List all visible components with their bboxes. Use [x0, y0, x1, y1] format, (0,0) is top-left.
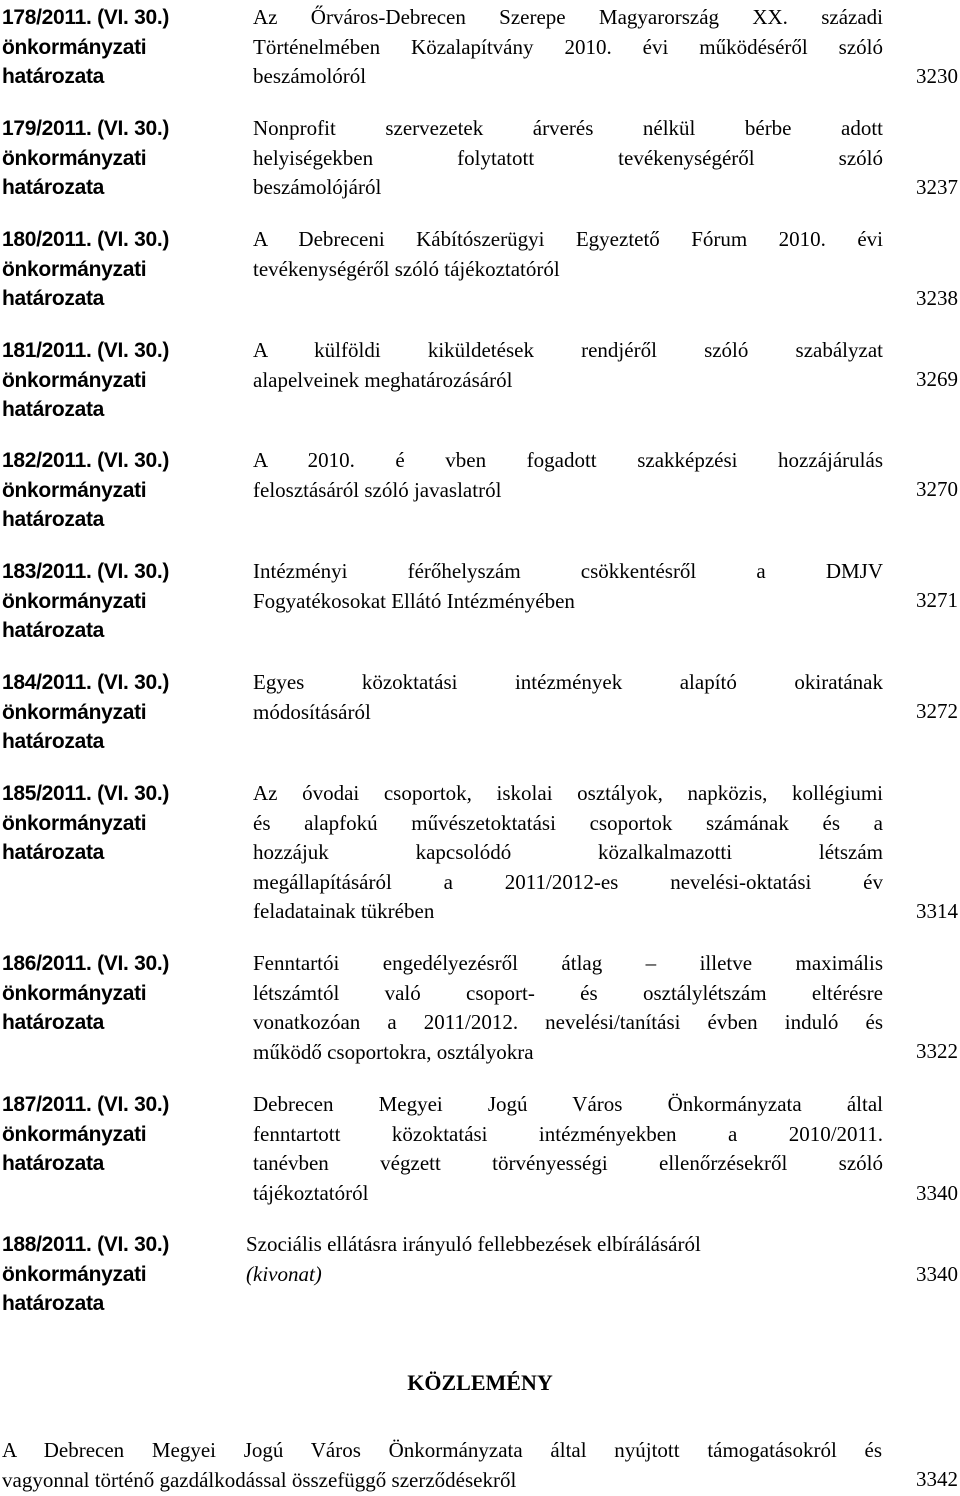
title-line: beszámolóról [253, 64, 367, 88]
resolution-number: 180/2011. (VI. 30.) [2, 228, 170, 251]
title-line: Intézményi férőhelyszám csökkentésről a DMJV [253, 559, 883, 583]
resolution-label: határozata [2, 398, 105, 421]
resolution-type: önkormányzati [2, 146, 147, 170]
notice-line: vagyonnal történő gazdálkodással összefüggő szerződésekről [2, 1467, 517, 1492]
resolution-number: 187/2011. (VI. 30.) [2, 1093, 170, 1116]
resolution-title [253, 779, 883, 927]
resolution-label: határozata [2, 1292, 105, 1315]
page-number: 3237 [916, 175, 958, 199]
resolution-type: önkormányzati [2, 1122, 147, 1146]
resolution-title [253, 225, 883, 284]
title-line: Szociális ellátásra irányuló fellebbezések elbírálásáról [246, 1232, 701, 1256]
resolution-title [253, 3, 883, 92]
excerpt-note: (kivonat) [246, 1261, 322, 1286]
resolution-title [253, 949, 883, 1067]
resolution-number: 188/2011. (VI. 30.) [2, 1233, 170, 1256]
page-number: 3314 [916, 899, 958, 923]
resolution-label: határozata [2, 1152, 105, 1175]
page-number: 3230 [916, 64, 958, 88]
notice-line: A Debrecen Megyei Jogú Város Önkormányzata által nyújtott támogatásokról és [2, 1438, 882, 1462]
page-number: 3340 [916, 1262, 958, 1286]
title-line: A külföldi kiküldetések rendjéről szóló szabályzat [253, 338, 883, 362]
title-line: működő csoportokra, osztályokra [253, 1039, 534, 1064]
resolution-number: 184/2011. (VI. 30.) [2, 671, 170, 694]
title-line: fenntartott közoktatási intézményekben a 2010/2011. [253, 1121, 883, 1146]
title-line: Fenntartói engedélyezésről átlag – illetve maximális [253, 951, 883, 975]
resolution-type: önkormányzati [2, 257, 147, 281]
resolution-type: önkormányzati [2, 589, 147, 613]
resolution-type: önkormányzati [2, 35, 147, 59]
title-line: Egyes közoktatási intézmények alapító okiratának [253, 670, 883, 694]
resolution-reference [2, 668, 217, 757]
resolution-label: határozata [2, 65, 105, 88]
title-line: tájékoztatóról [253, 1180, 369, 1205]
title-line: módosításáról [253, 699, 371, 724]
page-number: 3272 [916, 699, 958, 723]
title-line: feladatainak tükrében [253, 899, 435, 923]
page-number: 3340 [916, 1181, 958, 1205]
resolution-number: 183/2011. (VI. 30.) [2, 560, 170, 583]
resolution-number: 182/2011. (VI. 30.) [2, 449, 170, 472]
resolution-reference [2, 949, 217, 1038]
resolution-title [253, 668, 883, 727]
resolution-reference [2, 225, 217, 314]
title-line: Az Őrváros-Debrecen Szerepe Magyarország XX. századi [253, 5, 883, 29]
resolution-title [246, 1230, 883, 1289]
resolution-number: 178/2011. (VI. 30.) [2, 6, 170, 29]
title-line: Nonprofit szervezetek árverés nélkül bérbe adott [253, 116, 883, 140]
resolution-reference [2, 779, 217, 868]
resolution-title [253, 446, 883, 505]
resolution-label: határozata [2, 176, 105, 199]
title-line: tanévben végzett törvényességi ellenőrzésekről szóló [253, 1151, 883, 1175]
resolution-number: 179/2011. (VI. 30.) [2, 117, 170, 140]
resolution-reference [2, 3, 217, 92]
resolution-reference [2, 1230, 217, 1319]
page-number: 3270 [916, 477, 958, 501]
page-number: 3238 [916, 286, 958, 310]
resolution-label: határozata [2, 841, 105, 864]
title-line: Debrecen Megyei Jogú Város Önkormányzata által [253, 1092, 883, 1116]
resolution-label: határozata [2, 730, 105, 753]
title-line: vonatkozóan a 2011/2012. nevelési/tanítási évben induló és [253, 1010, 883, 1034]
page-number: 3271 [916, 588, 958, 612]
resolution-reference [2, 336, 217, 425]
notice-title [2, 1436, 882, 1495]
resolution-type: önkormányzati [2, 368, 147, 392]
resolution-title [253, 336, 883, 395]
resolution-number: 186/2011. (VI. 30.) [2, 952, 170, 975]
title-line: beszámolójáról [253, 175, 382, 199]
resolution-type: önkormányzati [2, 1262, 147, 1286]
resolution-reference [2, 1090, 217, 1179]
resolution-label: határozata [2, 1011, 105, 1034]
page-number: 3342 [916, 1467, 958, 1491]
title-line: Az óvodai csoportok, iskolai osztályok, napközis, kollégiumi [253, 781, 883, 805]
resolution-reference [2, 446, 217, 535]
section-title: KÖZLEMÉNY [407, 1370, 553, 1395]
resolution-type: önkormányzati [2, 700, 147, 724]
title-line: és alapfokú művészetoktatási csoportok számának és a [253, 810, 883, 835]
resolution-title [253, 557, 883, 616]
page-number: 3269 [916, 367, 958, 391]
resolution-label: határozata [2, 508, 105, 531]
title-line: alapelveinek meghatározásáról [253, 367, 513, 392]
title-line: létszámtól való csoport- és osztálylétszám eltérésre [253, 980, 883, 1005]
resolution-number: 181/2011. (VI. 30.) [2, 339, 170, 362]
resolution-title [253, 114, 883, 203]
resolution-title [253, 1090, 883, 1208]
title-line: hozzájuk kapcsolódó közalkalmazotti létszám [253, 840, 883, 864]
resolution-label: határozata [2, 287, 105, 310]
resolution-type: önkormányzati [2, 811, 147, 835]
title-line: tevékenységéről szóló tájékoztatóról [253, 256, 560, 281]
title-line: Fogyatékosokat Ellátó Intézményében [253, 588, 575, 613]
title-line: helyiségekben folytatott tevékenységéről szóló [253, 145, 883, 170]
title-line: megállapításáról a 2011/2012-es nevelési-oktatási év [253, 869, 883, 894]
resolution-type: önkormányzati [2, 981, 147, 1005]
title-line: A Debreceni Kábítószerügyi Egyeztető Fórum 2010. évi [253, 227, 883, 251]
title-line: Történelmében Közalapítvány 2010. évi működéséről szóló [253, 34, 883, 59]
resolution-reference [2, 557, 217, 646]
title-line: A 2010. é vben fogadott szakképzési hozzájárulás [253, 448, 883, 472]
resolution-reference [2, 114, 217, 203]
title-line: felosztásáról szóló javaslatról [253, 477, 502, 502]
resolution-type: önkormányzati [2, 478, 147, 502]
resolution-label: határozata [2, 619, 105, 642]
page-number: 3322 [916, 1039, 958, 1063]
resolution-number: 185/2011. (VI. 30.) [2, 782, 170, 805]
